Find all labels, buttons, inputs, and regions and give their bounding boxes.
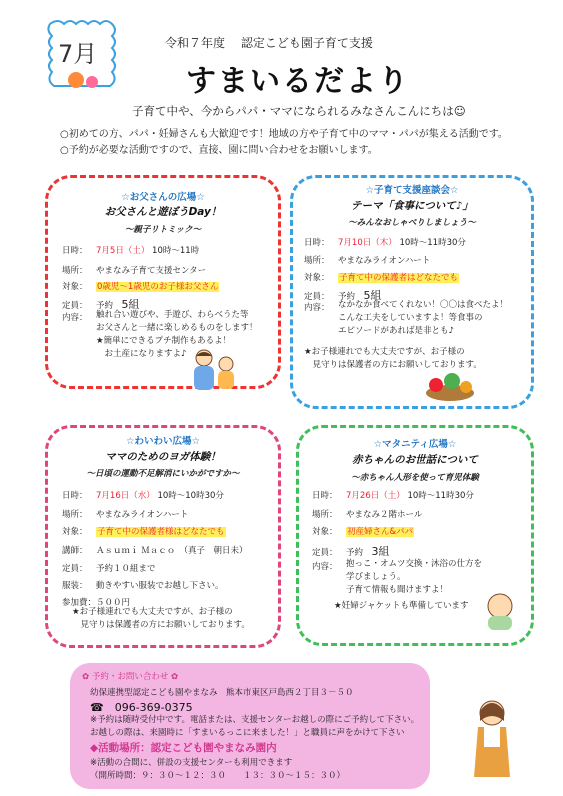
contact-note-2: お越しの際は、来園時に「すまいるっこに来ました！」と職員に声をかけて下さい	[90, 728, 405, 738]
content-label: 内容：	[304, 303, 330, 313]
card-subtitle-2: ～赤ちゃん人形を使って育児体験	[351, 473, 479, 483]
contact-note-3: ※活動の合間に、併設の支援センターも利用できます	[90, 758, 293, 768]
content-label: 内容：	[62, 313, 88, 323]
content-text: 抱っこ・オムツ交換・沐浴の仕方を 学びましょう。 子育て情報も聞けますよ！	[346, 559, 483, 595]
card-subtitle: お父さんと遊ぼうDay！	[104, 206, 222, 218]
content-text: 触れ合い遊びや、手遊び、わらべうた等 お父さんと一緒に楽しめるものをします！ ★簡単にできるプチ制作もあるよ！ お土産になりますよ♪	[96, 310, 258, 359]
content-label: 内容：	[312, 562, 338, 572]
intro-text	[60, 127, 508, 159]
card-subtitle-2: ～親子リトミック～	[124, 225, 202, 235]
card-note: ★お子様連れでも大丈夫ですが、お子様の 見守りは保護者の方にお願いしております。	[304, 347, 482, 370]
card-heading: ☆お父さんの広場☆	[121, 192, 205, 203]
target-row: 対象： 0歳児～1歳児のお子様お父さん	[62, 282, 219, 292]
target-row: 対象： 子育て中の保護者様はどなたでも	[62, 527, 225, 537]
contact-heading: ✿ 予約・お問い合わせ ✿	[82, 672, 179, 682]
card-subtitle: ママのためのヨガ体験！	[105, 451, 221, 463]
intro-line-1: ○初めての方、パパ・妊婦さんも大歓迎です！地域の方や子育て中のママ・パパが集える活動です。	[60, 129, 508, 140]
greeting: 子育て中や、今からパパ・ママになられるみなさんこんにちは☺	[132, 104, 466, 118]
clothes-row: 服装： 動きやすい服装でお越し下さい。	[62, 581, 224, 591]
teacher-row: 講師： Ａｓｕｍｉ Ｍａｃｏ （真子 朝日未）	[62, 546, 248, 556]
vegetables-illustration	[422, 365, 480, 403]
date-row: 日時： 7月16日（水） 10時～10時30分	[62, 491, 224, 501]
capacity-row: 定員： 予約 5組	[62, 298, 140, 311]
card-subtitle: 赤ちゃんのお世話について	[352, 454, 478, 466]
target-row: 対象： 初産婦さん&パパ	[312, 527, 414, 537]
card-subtitle-2: ～みんなおしゃべりしましょう～	[348, 218, 476, 228]
date-row: 日時： 7月10日（木） 10時～11時30分	[304, 238, 466, 248]
card-note: ★妊婦ジャケットも準備しています	[334, 601, 469, 611]
staff-illustration	[470, 697, 514, 787]
card-heading: ☆マタニティ広場☆	[373, 439, 457, 450]
capacity-row: 定員： 予約 5組	[304, 289, 382, 302]
baby-illustration	[478, 590, 522, 634]
place-row: 場所： やまなみ２階ホール	[312, 510, 423, 520]
contact-note-1: ※予約は随時受付中です。電話または、支援センターお越しの際にご予約して下さい。	[90, 715, 420, 725]
place-row: 場所： やまなみ子育て支援センター	[62, 266, 207, 276]
activity-place: ◆活動場所：認定こども園やまなみ園内	[90, 742, 277, 754]
father-child-illustration	[188, 348, 244, 394]
fee-row: 参加費：５００円	[62, 598, 131, 608]
contact-phone[interactable]: ☎ 096-369-0375	[90, 701, 193, 714]
header-subtitle: 令和７年度 認定こども園子育て支援	[165, 36, 373, 50]
contact-hours: （開所時間：９：３０～１２：３０ １３：３０～１５：３０）	[90, 771, 346, 781]
date-row: 日時： 7月26日（土） 10時～11時30分	[312, 491, 474, 501]
date-row: 日時： 7月5日（土） 10時～11時	[62, 246, 200, 256]
target-row: 対象： 子育て中の保護者はどなたでも	[304, 273, 459, 283]
content-text: なかなか食べてくれない！〇〇は食べたよ！ こんな工夫をしていますよ！等食事の エピソードがあれば是非とも♪	[338, 300, 509, 336]
place-row: 場所： やまなみライオンハート	[304, 256, 431, 266]
page-title: すまいるだより	[186, 64, 410, 99]
card-subtitle-2: ～日頃の運動不足解消にいかがですか～	[86, 469, 240, 479]
card-heading: ☆わいわい広場☆	[125, 436, 201, 447]
card-note: ★お子様連れでも大丈夫ですが、お子様の 見守りは保護者の方にお願いしております。	[72, 607, 250, 630]
card-subtitle: テーマ「食事について♪」	[351, 200, 473, 212]
capacity-row: 定員： 予約 3組	[312, 545, 390, 558]
contact-org: 幼保連携型認定こども園やまなみ 熊本市東区戸島西２丁目３－５０	[90, 688, 354, 698]
card-heading: ☆子育て支援座談会☆	[365, 185, 459, 196]
month-label: 7月	[58, 40, 98, 68]
intro-line-2: ○予約が必要な活動ですので、直接、園に問い合わせをお願いします。	[60, 145, 378, 156]
capacity-row: 定員： 予約１０組まで	[62, 564, 156, 574]
place-row: 場所： やまなみライオンハート	[62, 510, 189, 520]
